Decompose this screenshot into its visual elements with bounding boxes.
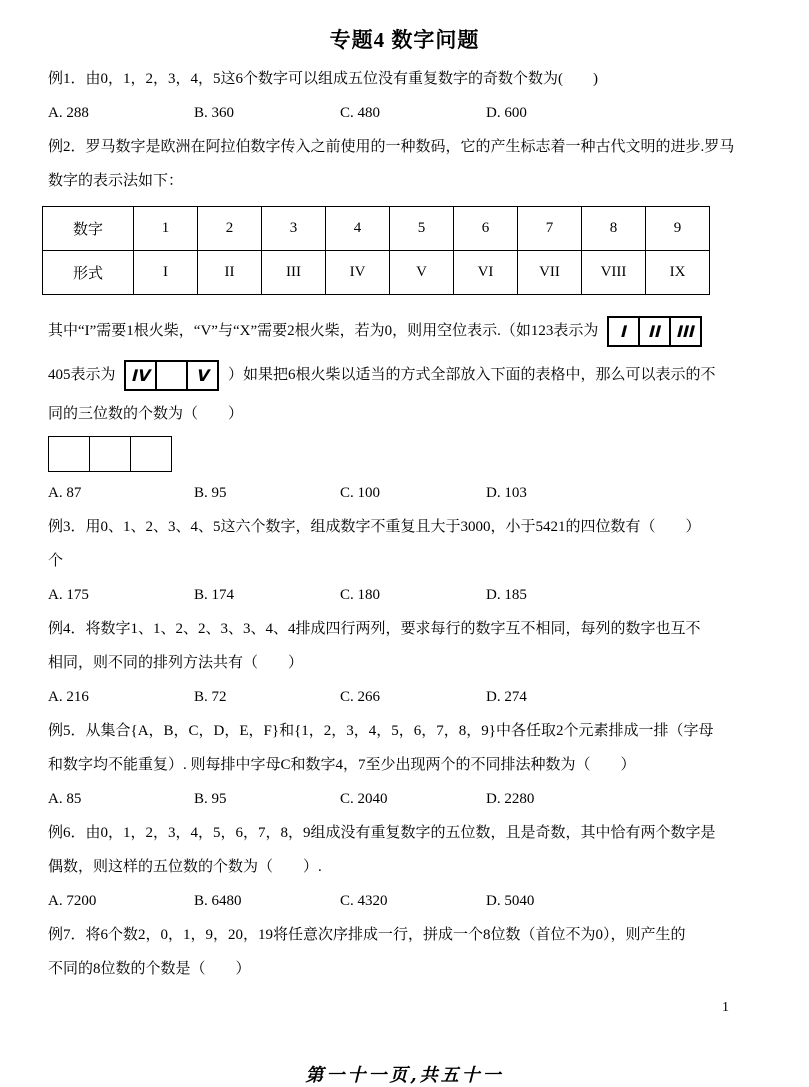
matchstick-digit: I [618, 321, 630, 341]
table-cell [638, 318, 669, 345]
table-cell: 6 [454, 207, 518, 251]
option-a: A. 7200 [48, 893, 97, 909]
table-cell: VII [518, 251, 582, 295]
table-cell [49, 437, 89, 471]
problem-3-options [48, 578, 764, 612]
table-cell: 3 [262, 207, 326, 251]
table-cell: VIII [582, 251, 646, 295]
option-d: D. 103 [486, 485, 527, 501]
table-cell: IV [326, 251, 390, 295]
table-cell: 5 [390, 207, 454, 251]
table-cell: 8 [582, 207, 646, 251]
option-b: B. 72 [194, 689, 227, 705]
problem-6-options [48, 884, 764, 918]
problem-2-text-line1: 例2．罗马数字是欧洲在阿拉伯数字传入之前使用的一种数码，它的产生标志着一种古代文明的进步.罗马 [48, 139, 735, 155]
page-number: 1 [722, 1000, 729, 1015]
option-d: D. 185 [486, 587, 527, 603]
problem-2-matchstick-text-1 [48, 309, 764, 353]
document-content [48, 62, 764, 986]
option-b: B. 95 [194, 791, 227, 807]
table-cell: II [198, 251, 262, 295]
table-row [43, 207, 710, 251]
option-a: A. 175 [48, 587, 89, 603]
roman-numeral-table [42, 206, 710, 295]
table-cell: IX [646, 251, 710, 295]
problem-2-matchstick-text-2 [48, 353, 764, 397]
matchstick-digit: IV [129, 365, 153, 385]
option-a: A. 87 [48, 485, 82, 501]
table-row [43, 251, 710, 295]
table-cell [130, 437, 171, 471]
problem-2-matchstick-text-3: 同的三位数的个数为（ ） [48, 406, 244, 422]
problem-5-text-line1: 例5．从集合{A，B，C，D，E，F}和{1，2，3，4，5，6，7，8，9}中各任取2个元素排成一排（字母 [48, 723, 714, 739]
table-cell: 1 [134, 207, 198, 251]
table-cell: 2 [198, 207, 262, 251]
option-a: A. 288 [48, 105, 89, 121]
option-b: B. 6480 [194, 893, 242, 909]
table-cell: 7 [518, 207, 582, 251]
table-cell: 9 [646, 207, 710, 251]
matchstick-digit: III [674, 321, 698, 341]
table-cell: 数字 [43, 207, 134, 251]
table-cell [609, 318, 638, 345]
table-cell [155, 362, 186, 389]
problem-1-text: 例1．由0，1，2，3，4，5这6个数字可以组成五位没有重复数字的奇数个数为( ) [48, 71, 598, 87]
option-b: B. 360 [194, 105, 235, 121]
problem-4-text-line2: 相同，则不同的排列方法共有（ ） [48, 655, 304, 671]
option-c: C. 180 [340, 587, 381, 603]
option-c: C. 4320 [340, 893, 388, 909]
option-c: C. 266 [340, 689, 381, 705]
problem-4-text-line1: 例4．将数字1、1、2、2、3、3、4、4排成四行两列，要求每行的数字互不相同，每列的数字也互不 [48, 621, 701, 637]
text-segment: 405表示为 [48, 367, 116, 383]
table-cell [186, 362, 217, 389]
option-d: D. 600 [486, 105, 527, 121]
option-c: C. 2040 [340, 791, 388, 807]
matchstick-input-table [48, 436, 172, 472]
problem-3-text-line1: 例3．用0、1、2、3、4、5这六个数字，组成数字不重复且大于3000，小于5421的四位数有（ ） [48, 519, 701, 535]
option-b: B. 95 [194, 485, 227, 501]
option-b: B. 174 [194, 587, 235, 603]
matchstick-example-123 [607, 316, 702, 347]
text-segment: ）如果把6根火柴以适当的方式全部放入下面的表格中，那么可以表示的不 [228, 367, 716, 383]
problem-7-text-line1: 例7．将6个数2，0，1，9，20，19将任意次序排成一行，拼成一个8位数（首位不为0），则产生的 [48, 927, 686, 943]
table-cell: III [262, 251, 326, 295]
problem-2-text-line2: 数字的表示法如下： [48, 173, 184, 189]
text-segment: 其中“I”需要1根火柴，“V”与“X”需要2根火柴，若为0，则用空位表示.（如123表示为 [48, 323, 599, 339]
table-cell [126, 362, 155, 389]
option-c: C. 100 [340, 485, 381, 501]
problem-7-text-line2: 不同的8位数的个数是（ ） [48, 961, 251, 977]
problem-5-options [48, 782, 764, 816]
problem-5-text-line2: 和数字均不能重复）. 则每排中字母C和数字4，7至少出现两个的不同排法种数为（ ） [48, 757, 636, 773]
footer-page-label: 第一十一页,共五十一 [305, 1065, 504, 1086]
problem-6-text-line2: 偶数，则这样的五位数的个数为（ ）. [48, 859, 322, 875]
option-a: A. 216 [48, 689, 89, 705]
table-cell: V [390, 251, 454, 295]
table-cell [89, 437, 130, 471]
problem-2-options [48, 476, 764, 510]
problem-4-options [48, 680, 764, 714]
matchstick-digit: II [646, 321, 664, 341]
table-cell: 4 [326, 207, 390, 251]
page-title: 专题4 数字问题 [329, 28, 480, 52]
option-c: C. 480 [340, 105, 381, 121]
table-cell: I [134, 251, 198, 295]
table-cell: VI [454, 251, 518, 295]
option-d: D. 274 [486, 689, 527, 705]
table-cell: 形式 [43, 251, 134, 295]
option-a: A. 85 [48, 791, 82, 807]
problem-3-text-line2: 个 [48, 553, 64, 569]
matchstick-digit: V [194, 365, 212, 385]
problem-6-text-line1: 例6．由0，1，2，3，4，5，6，7，8，9组成没有重复数字的五位数，且是奇数，其中恰有两个数字是 [48, 825, 716, 841]
option-d: D. 5040 [486, 893, 535, 909]
problem-1-options [48, 96, 764, 130]
table-cell [669, 318, 700, 345]
matchstick-example-405 [124, 360, 219, 391]
option-d: D. 2280 [486, 791, 535, 807]
